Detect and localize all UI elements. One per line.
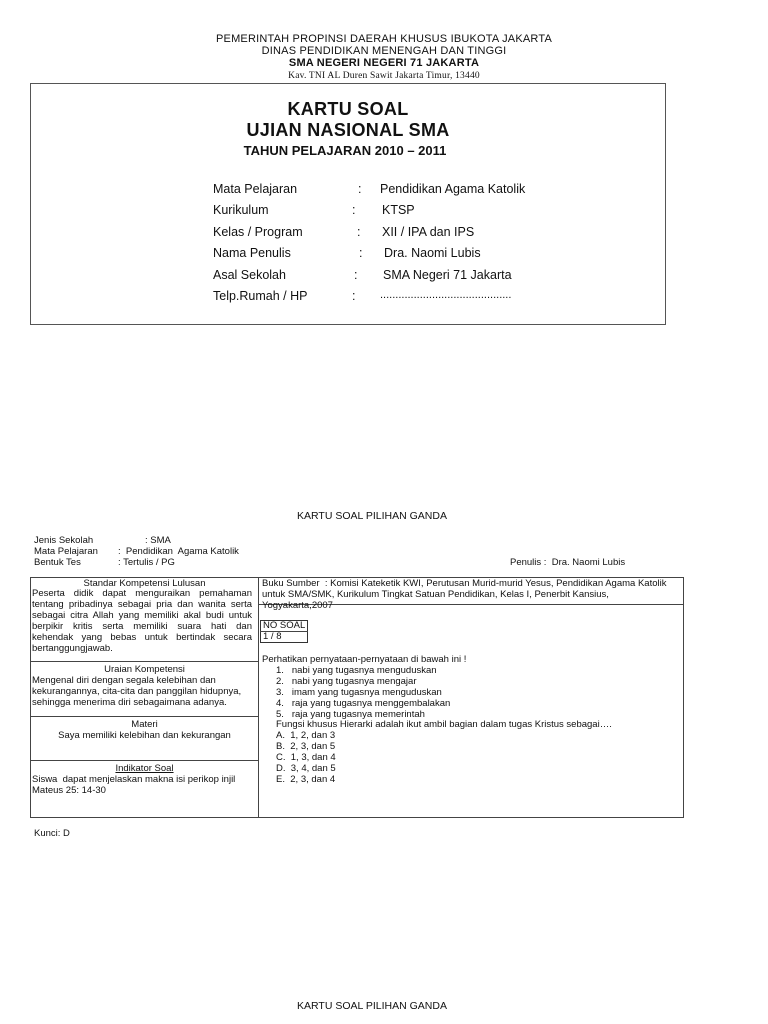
- field-sep: :: [359, 246, 363, 260]
- field-label: Telp.Rumah / HP: [213, 289, 308, 303]
- field-sep: :: [358, 182, 362, 196]
- mata-pelajaran-label: Mata Pelajaran: [34, 546, 98, 557]
- field-sep: :: [352, 203, 356, 217]
- card-title: KARTU SOAL: [287, 99, 409, 119]
- field-value: ...........................................: [380, 289, 512, 301]
- skl-title: Standar Kompetensi Lulusan: [83, 578, 206, 589]
- school-address: Kav. TNI AL Duren Sawit Jakarta Timur, 13440: [288, 71, 480, 81]
- uk-title: Uraian Kompetensi: [104, 664, 185, 675]
- statement-item: 3. imam yang tugasnya menguduskan: [276, 687, 442, 698]
- jenis-sekolah-value: : SMA: [145, 535, 171, 546]
- jenis-sekolah-label: Jenis Sekolah: [34, 535, 94, 546]
- penulis-label: Penulis : Dra. Naomi Lubis: [510, 557, 626, 568]
- header-line-1: PEMERINTAH PROPINSI DAERAH KHUSUS IBUKOTA JAKARTA: [216, 33, 552, 45]
- field-label: Asal Sekolah: [213, 268, 286, 282]
- field-value: Pendidikan Agama Katolik: [380, 182, 526, 196]
- section-title: KARTU SOAL PILIHAN GANDA: [297, 510, 447, 522]
- card-subtitle: UJIAN NASIONAL SMA: [246, 120, 450, 140]
- uk-text: Mengenal diri dengan segala kelebihan dan kekurangannya, cita-cita dan panggilan hidupnya, sehingga menerima diri sebagaimana adanya.: [32, 675, 242, 708]
- field-mata-pelajaran: [0, 182, 660, 198]
- bentuk-tes-label: Bentuk Tes: [34, 557, 81, 568]
- field-sep: :: [352, 289, 356, 303]
- indikator-perikop: Mateus 25: 14-30: [32, 785, 106, 796]
- field-asal-sekolah: [0, 268, 660, 284]
- field-label: Nama Penulis: [213, 246, 291, 260]
- buku-sumber: Buku Sumber : Komisi Kateketik KWI, Perutusan Murid-murid Yesus, Pendidikan Agama Katolik untuk SMA/SMK, Kurikulum Tingkat Satuan Pendidikan, Kelas I, Penerbit Kansius, Yogyakarta,2007: [262, 578, 670, 611]
- statement-item: 1. nabi yang tugasnya menguduskan: [276, 665, 437, 676]
- answer-key: Kunci: D: [34, 828, 70, 839]
- bentuk-tes-value: : Tertulis / PG: [118, 557, 175, 568]
- field-value: KTSP: [382, 203, 415, 217]
- row-divider: [30, 716, 259, 717]
- field-value: Dra. Naomi Lubis: [384, 246, 481, 260]
- materi-text: Saya memiliki kelebihan dan kekurangan: [58, 730, 231, 741]
- row-divider: [30, 760, 259, 761]
- question-text: Fungsi khusus Hierarki adalah ikut ambil bagian dalam tugas Kristus sebagai….: [276, 719, 612, 730]
- field-value: SMA Negeri 71 Jakarta: [383, 268, 512, 282]
- footer-section-title: KARTU SOAL PILIHAN GANDA: [297, 1000, 447, 1012]
- field-value: XII / IPA dan IPS: [382, 225, 475, 239]
- statement-item: 5. raja yang tugasnya memerintah: [276, 709, 425, 720]
- statement-item: 4. raja yang tugasnya menggembalakan: [276, 698, 451, 709]
- indikator-title: Indikator Soal: [115, 763, 174, 774]
- statement-item: 2. nabi yang tugasnya mengajar: [276, 676, 417, 687]
- no-soal-label: NO SOAL: [263, 620, 306, 631]
- field-label: Kurikulum: [213, 203, 269, 217]
- field-nama-penulis: [0, 246, 660, 262]
- field-sep: :: [354, 268, 358, 282]
- mata-pelajaran-value: : Pendidikan Agama Katolik: [118, 546, 239, 557]
- field-sep: :: [357, 225, 361, 239]
- option-b: B. 2, 3, dan 5: [276, 741, 336, 752]
- question-intro: Perhatikan pernyataan-pernyataan di bawah ini !: [262, 654, 467, 665]
- materi-title: Materi: [131, 719, 158, 730]
- field-kelas-program: [0, 225, 660, 241]
- field-telp: [0, 289, 660, 305]
- academic-year: TAHUN PELAJARAN 2010 – 2011: [243, 143, 447, 158]
- skl-text: Peserta didik dapat menguraikan pemahaman tentang pribadinya sebagai pria dan wanita serta sebagai citra Allah yang memiliki akal budi untuk berpikir kritis serta memiliki suara hati dan kehendak yang bebas untuk bertindak secara bertanggungjawab.: [32, 588, 252, 654]
- option-e: E. 2, 3, dan 4: [276, 774, 336, 785]
- field-label: Kelas / Program: [213, 225, 303, 239]
- header-line-2: DINAS PENDIDIKAN MENENGAH DAN TINGGI: [261, 45, 507, 57]
- school-name: SMA NEGERI NEGERI 71 JAKARTA: [288, 57, 480, 69]
- table-divider: [258, 577, 259, 818]
- option-a: A. 1, 2, dan 3: [276, 730, 336, 741]
- field-kurikulum: [0, 203, 660, 219]
- field-label: Mata Pelajaran: [213, 182, 298, 196]
- option-c: C. 1, 3, dan 4: [276, 752, 336, 763]
- no-soal-value: 1 / 8: [263, 631, 282, 642]
- row-divider: [30, 661, 259, 662]
- option-d: D. 3, 4, dan 5: [276, 763, 336, 774]
- indikator-text: Siswa dapat menjelaskan makna isi perikop injil: [32, 774, 236, 785]
